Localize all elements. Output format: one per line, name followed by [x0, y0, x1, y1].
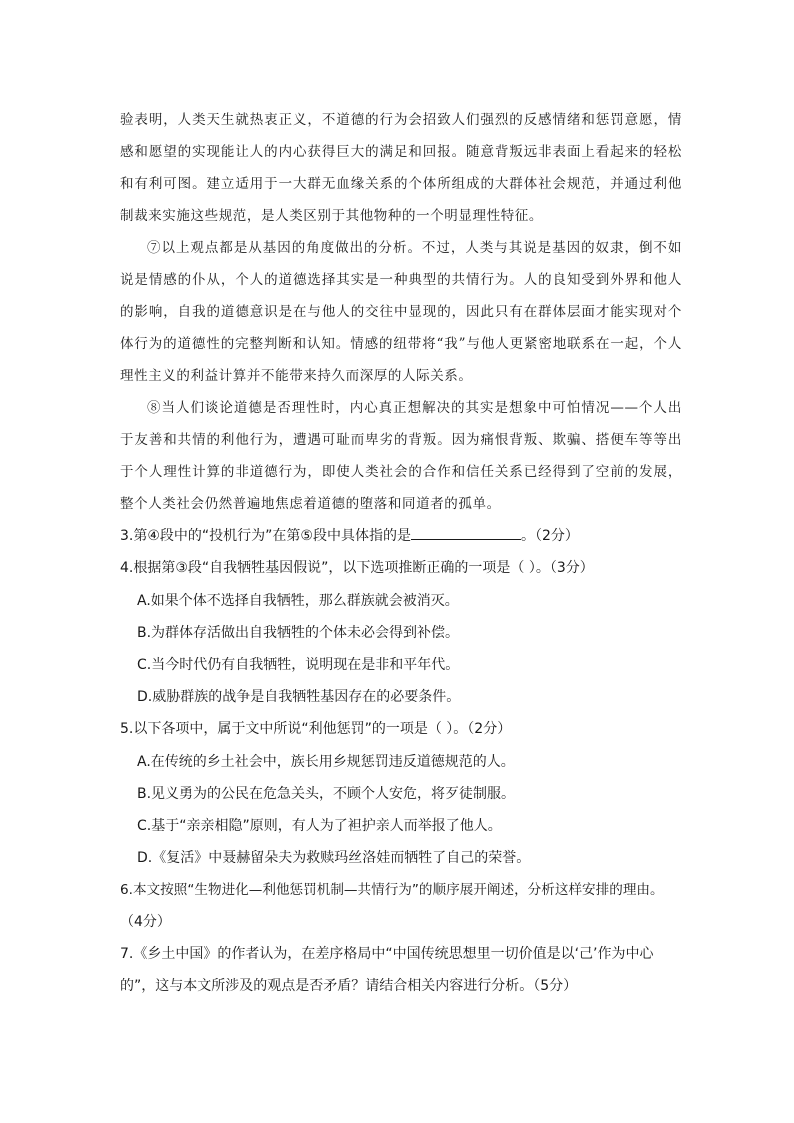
passage-paragraph-6-tail: 验表明，人类天生就热衷正义，不道德的行为会招致人们强烈的反感情绪和惩罚意愿，情感和愿望的实现能让人的内心获得巨大的满足和回报。随意背叛远非表面上看起来的轻松和有利可图。建立适用于一大群无血缘关系的个体所组成的大群体社会规范，并通过利他制裁来实施这些规范，是人类区别于其他物种的一个明显理性特征。: [120, 112, 682, 224]
question-6-score: （4分）: [120, 914, 171, 930]
question-7: 7.《乡土中国》的作者认为，在差序格局中“中国传统思想里一切价值是以‘己’作为中心: [120, 946, 654, 962]
question-7-continued: 的”，这与本文所涉及的观点是否矛盾？请结合相关内容进行分析。（5分）: [120, 978, 578, 994]
question-4: 4.根据第③段“自我牺牲基因假说”，以下选项推断正确的一项是（ ）。（3分）: [120, 560, 594, 576]
question-5-option-b: B.见义勇为的公民在危急关头，不顾个人安危，将歹徒制服。: [137, 786, 516, 802]
passage-paragraph-7: ⑦以上观点都是从基因的角度做出的分析。不过，人类与其说是基因的奴隶，倒不如说是情感的仆从，个人的道德选择其实是一种典型的共情行为。人的良知受到外界和他人的影响，自我的道德意识是在与他人的交往中显现的，因此只有在群体层面才能实现对个体行为的道德性的完整判断和认知。情感的纽带将“我”与他人更紧密地联系在一起，个人理性主义的利益计算并不能带来持久而深厚的人际关系。: [120, 240, 682, 384]
question-5-option-d: D.《复活》中聂赫留朵夫为救赎玛丝洛娃而牺牲了自己的荣誉。: [137, 850, 531, 866]
question-6: 6.本文按照“生物进化—利他惩罚机制—共情行为”的顺序展开阐述，分析这样安排的理由。: [120, 882, 664, 898]
question-5-option-c: C.基于“亲亲相隐”原则，有人为了袒护亲人而举报了他人。: [137, 818, 502, 834]
question-3-stem: 3.第④段中的“投机行为”在第⑤段中具体指的是: [120, 528, 411, 544]
question-3: [120, 520, 700, 552]
passage-paragraph-8: ⑧当人们谈论道德是否理性时，内心真正想解决的其实是想象中可怕情况——个人出于友善和共情的利他行为，遭遇可耻而卑劣的背叛。因为痛恨背叛、欺骗、搭便车等等出于个人理性计算的非道德行为，即使人类社会的合作和信任关系已经得到了空前的发展，整个人类社会仍然普遍地焦虑着道德的堕落和同道者的孤单。: [120, 400, 682, 512]
question-4-option-c: C.当今时代仍有自我牺牲，说明现在是非和平年代。: [137, 657, 460, 673]
question-5-option-a: A.在传统的乡土社会中，族长用乡规惩罚违反道德规范的人。: [137, 754, 515, 770]
answer-blank[interactable]: [411, 523, 521, 540]
question-5: 5.以下各项中，属于文中所说“利他惩罚”的一项是（ ）。（2分）: [120, 721, 512, 737]
question-4-option-b: B.为群体存活做出自我牺牲的个体未必会得到补偿。: [137, 625, 460, 641]
question-3-score: 。（2分）: [520, 528, 579, 544]
question-4-option-a: A.如果个体不选择自我牺牲，那么群族就会被消灭。: [137, 593, 459, 609]
question-4-option-d: D.威胁群族的战争是自我牺牲基因存在的必要条件。: [137, 689, 461, 705]
